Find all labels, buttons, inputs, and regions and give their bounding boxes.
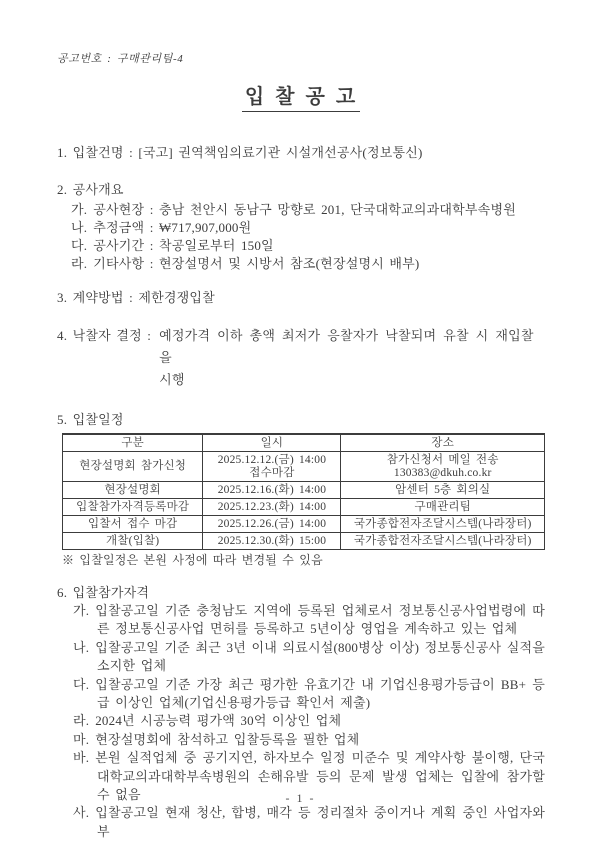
item-label: 다. bbox=[71, 238, 88, 253]
section-5 bbox=[57, 411, 545, 568]
item-text: 공사기간 : 착공일로부터 150일 bbox=[93, 238, 274, 253]
cell-location: 암센터 5층 회의실 bbox=[341, 482, 545, 499]
estimated-amount-item bbox=[71, 219, 545, 237]
section-4-label: 4. 낙찰자 결정 : bbox=[57, 328, 152, 343]
cell-location: 국가종합전자조달시스템(나라장터) bbox=[341, 533, 545, 550]
item-text: 2024년 시공능력 평가액 30억 이상인 업체 bbox=[95, 713, 342, 729]
qualification-item bbox=[73, 731, 545, 749]
cell-datetime bbox=[203, 452, 341, 482]
page-number: - 1 - bbox=[285, 791, 315, 805]
item-text: 현장설명회에 참석하고 입찰등록을 필한 업체 bbox=[95, 731, 360, 747]
section-4-text bbox=[159, 325, 545, 391]
item-text: 본원 실적업체 중 공기지연, 하자보수 일정 미준수 및 계약사항 불이행, 단국대학교의과대학부속병원의 손해유발 등의 문제 발생 업체는 입찰에 참가할 수 없음 bbox=[95, 750, 545, 803]
item-text: 입찰공고일 기준 가장 최근 평가한 유효기간 내 기업신용평가등급이 BB+ 등급 이상인 업체(기업신용평가등급 확인서 제출) bbox=[95, 676, 545, 711]
item-text: 입찰공고일 기준 최근 3년 이내 의료시설(800병상 이상) 정보통신공사 실적을 소지한 업체 bbox=[95, 639, 545, 674]
cell-category: 입찰서 접수 마감 bbox=[63, 516, 203, 533]
qualification-item bbox=[73, 602, 545, 639]
section-1-heading: 1. 입찰건명 : [국고] 권역책임의료기관 시설개선공사(정보통신) bbox=[57, 145, 423, 160]
table-row bbox=[63, 533, 545, 550]
item-text: 입찰공고일 현재 청산, 합병, 매각 등 정리절차 중이거나 계획 중인 사업자와 부 bbox=[95, 805, 545, 839]
datetime-line1: 2025.12.12.(금) 14:00 bbox=[217, 453, 327, 466]
schedule-change-note: ※ 입찰일정은 본원 사정에 따라 변경될 수 있음 bbox=[62, 553, 323, 567]
item-label: 바. bbox=[73, 750, 90, 766]
section-4-line1: 예정가격 이하 총액 최저가 응찰자가 낙찰되며 유찰 시 재입찰을 bbox=[159, 328, 534, 365]
item-label: 가. bbox=[71, 202, 88, 217]
cell-category: 현장설명회 참가신청 bbox=[63, 452, 203, 482]
item-label: 마. bbox=[73, 731, 90, 747]
cell-category: 입찰참가자격등록마감 bbox=[63, 499, 203, 516]
cell-category: 현장설명회 bbox=[63, 482, 203, 499]
cell-location bbox=[341, 452, 545, 482]
cell-location: 국가종합전자조달시스템(나라장터) bbox=[341, 516, 545, 533]
item-label: 라. bbox=[73, 713, 90, 729]
item-label: 가. bbox=[73, 603, 90, 618]
item-label: 사. bbox=[73, 805, 90, 821]
section-2-heading: 2. 공사개요 bbox=[57, 182, 124, 197]
cell-datetime: 2025.12.16.(화) 14:00 bbox=[203, 482, 341, 499]
section-4-line2: 시행 bbox=[159, 372, 185, 387]
title-container bbox=[57, 86, 545, 112]
table-row bbox=[63, 452, 545, 482]
section-6-heading: 6. 입찰참가자격 bbox=[57, 585, 150, 600]
table-row bbox=[63, 482, 545, 499]
location-line1: 참가신청서 메일 전송 bbox=[386, 453, 499, 466]
cell-datetime: 2025.12.23.(화) 14:00 bbox=[203, 499, 341, 516]
datetime-line2: 접수마감 bbox=[249, 466, 295, 479]
notice-number: 공고번호 : 구매관리팀-4 bbox=[57, 53, 184, 65]
section-4 bbox=[57, 325, 545, 391]
document-title: 입 찰 공 고 bbox=[242, 86, 360, 112]
cell-category: 개찰(입찰) bbox=[63, 533, 203, 550]
item-text: 기타사항 : 현장설명서 및 시방서 참조(현장설명시 배부) bbox=[93, 256, 420, 271]
qualification-item bbox=[73, 712, 545, 730]
column-header-category: 구분 bbox=[63, 434, 203, 452]
column-header-datetime: 일시 bbox=[203, 434, 341, 452]
qualification-item bbox=[73, 639, 545, 676]
other-notes-item bbox=[71, 255, 545, 273]
item-label: 나. bbox=[71, 220, 88, 235]
item-text: 추정금액 : ₩717,907,000원 bbox=[93, 220, 252, 235]
item-text: 입찰공고일 기준 충청남도 지역에 등록된 업체로서 정보통신공사업법령에 따른 정보통신공사업 면허를 등록하고 5년이상 영업을 계속하고 있는 업체 bbox=[95, 603, 545, 637]
section-3-heading: 3. 계약방법 : 제한경쟁입찰 bbox=[57, 290, 215, 305]
item-text: 공사현장 : 충남 천안시 동남구 망향로 201, 단국대학교의과대학부속병원 bbox=[93, 202, 516, 217]
section-5-heading: 5. 입찰일정 bbox=[57, 412, 124, 427]
item-label: 다. bbox=[73, 676, 90, 692]
qualification-item bbox=[73, 804, 545, 841]
qualification-item bbox=[73, 676, 545, 713]
cell-datetime: 2025.12.26.(금) 14:00 bbox=[203, 516, 341, 533]
table-header-row bbox=[63, 434, 545, 452]
section-2-items bbox=[71, 201, 545, 273]
section-2 bbox=[57, 181, 545, 273]
location-line2: 130383@dkuh.co.kr bbox=[393, 466, 492, 479]
cell-location: 구매관리팀 bbox=[341, 499, 545, 516]
bid-schedule-table bbox=[62, 433, 545, 550]
construction-period-item bbox=[71, 237, 545, 255]
item-label: 나. bbox=[73, 639, 90, 655]
table-row bbox=[63, 499, 545, 516]
column-header-location: 장소 bbox=[341, 434, 545, 452]
cell-datetime: 2025.12.30.(화) 15:00 bbox=[203, 533, 341, 550]
item-label: 라. bbox=[71, 256, 88, 271]
table-row bbox=[63, 516, 545, 533]
construction-site-item bbox=[71, 201, 545, 219]
